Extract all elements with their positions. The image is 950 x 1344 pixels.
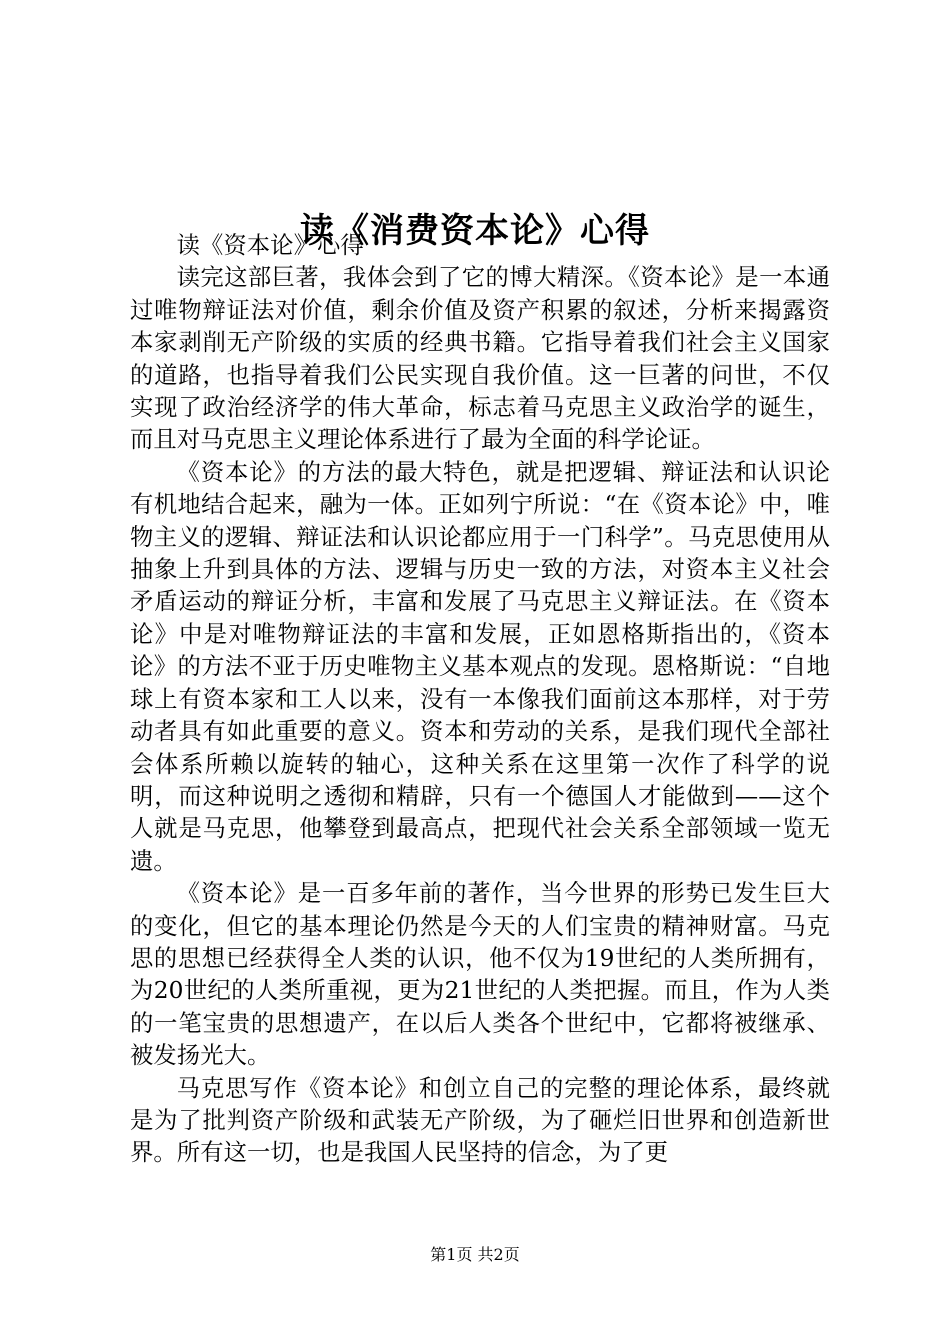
document-title: 读《消费资本论》心得 (300, 210, 650, 251)
paragraph-purpose: 马克思写作《资本论》和创立自己的完整的理论体系，最终就是为了批判资产阶级和武装无产阶级，为了砸烂旧世界和创造新世界。所有这一切，也是我国人民坚持的信念，为了更 (130, 1074, 830, 1167)
subtitle-paragraph: 读《资本论》心得 (176, 232, 364, 259)
paragraph-intro: 读完这部巨著，我体会到了它的博大精深。《资本论》是一本通过唯物辩证法对价值，剩余价值及资产积累的叙述，分析来揭露资本家剥削无产阶级的实质的经典书籍。它指导着我们社会主义国家的道路，也指导着我们公民实现自我价值。这一巨著的问世，不仅实现了政治经济学的伟大革命，标志着马克思主义政治学的诞生，而且对马克思主义理论体系进行了最为全面的科学论证。 (130, 264, 830, 454)
paragraph-legacy: 《资本论》是一百多年前的著作，当今世界的形势已发生巨大的变化，但它的基本理论仍然是今天的人们宝贵的精神财富。马克思的思想已经获得全人类的认识，他不仅为19世纪的人类所拥有，为20世纪的人类所重视，更为21世纪的人类把握。而且，作为人类的一笔宝贵的思想遗产，在以后人类各个世纪中，它都将被继承、被发扬光大。 (130, 880, 830, 1070)
paragraph-method: 《资本论》的方法的最大特色，就是把逻辑、辩证法和认识论有机地结合起来，融为一体。正如列宁所说：“在《资本论》中，唯物主义的逻辑、辩证法和认识论都应用于一门科学”。马克思使用从抽象上升到具体的方法、逻辑与历史一致的方法，对资本主义社会矛盾运动的辩证分析，丰富和发展了马克思主义辩证法。在《资本论》中是对唯物辩证法的丰富和发展，正如恩格斯指出的，《资本论》的方法不亚于历史唯物主义基本观点的发现。恩格斯说：“自地球上有资本家和工人以来，没有一本像我们面前这本那样，对于劳动者具有如此重要的意义。资本和劳动的关系，是我们现代全部社会体系所赖以旋转的轴心，这种关系在这里第一次作了科学的说明，而这种说明之透彻和精辟，只有一个德国人才能做到——这个人就是马克思，他攀登到最高点，把现代社会关系全部领域一览无遗。 (130, 458, 830, 875)
page-footer: 第1页 共2页 (430, 1245, 520, 1264)
document-body (130, 230, 830, 1170)
